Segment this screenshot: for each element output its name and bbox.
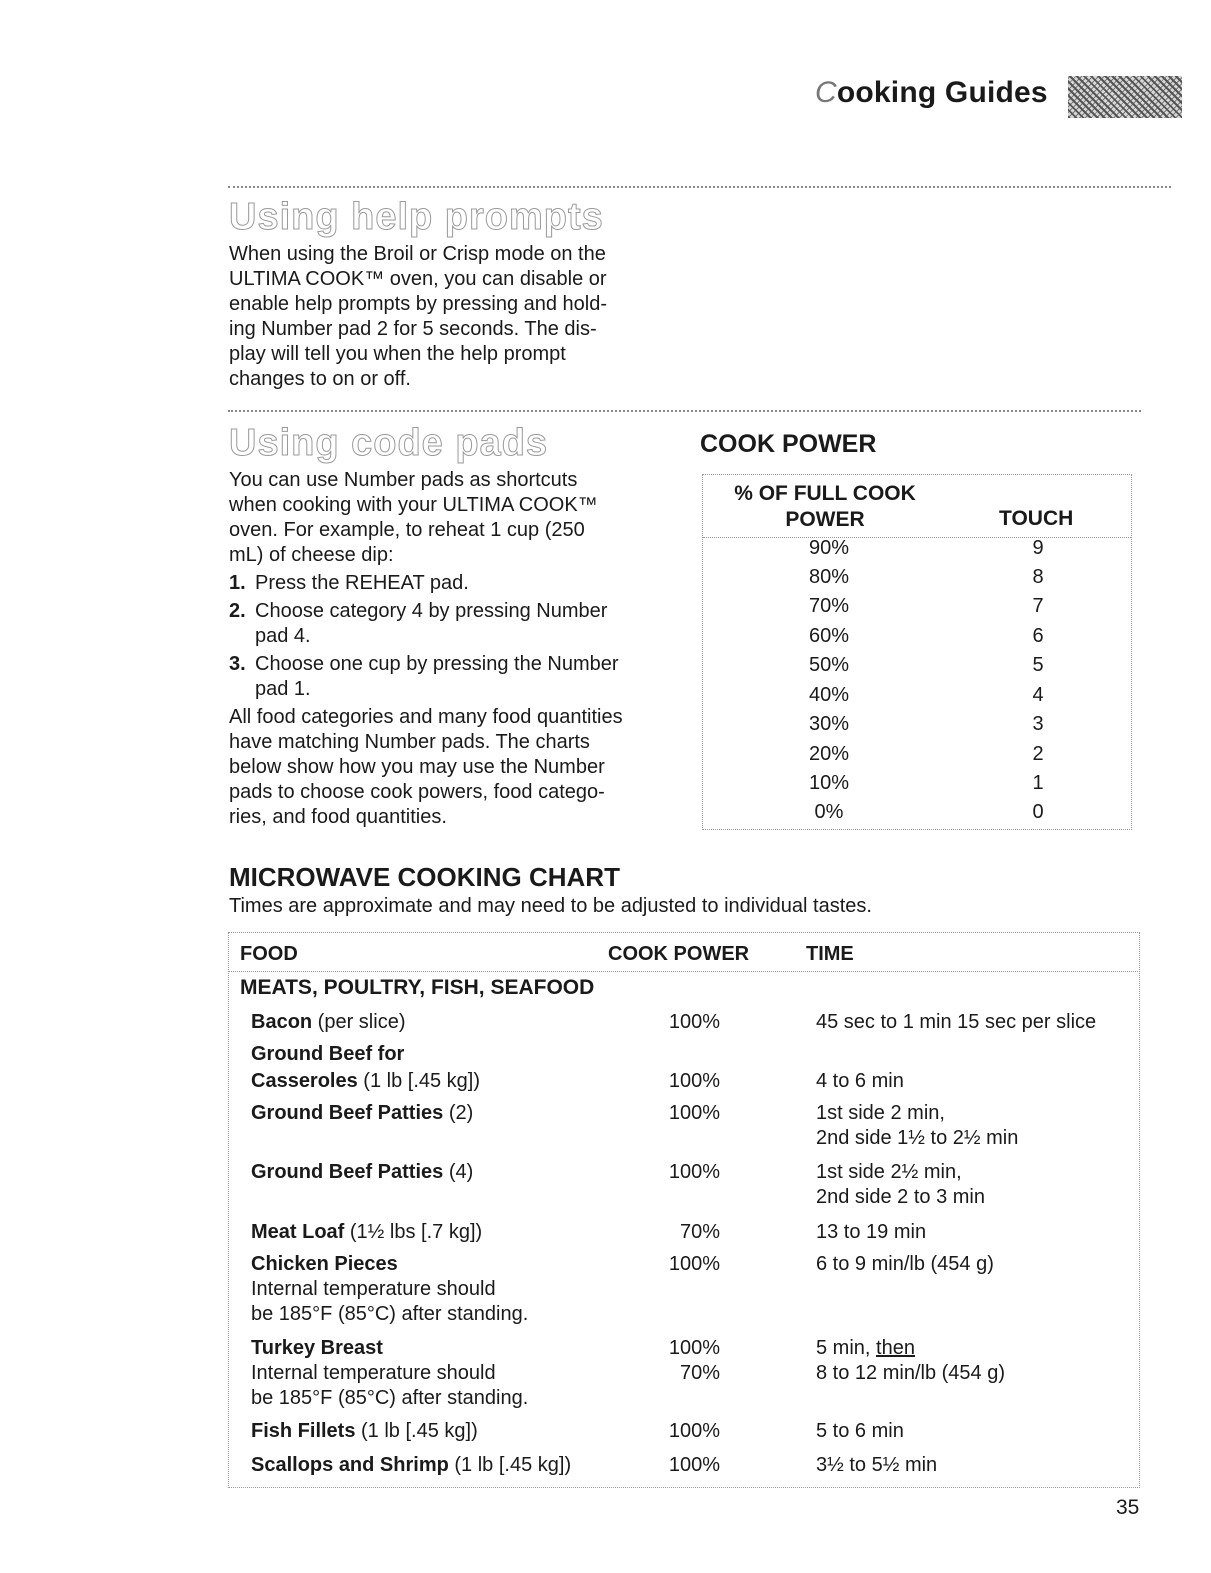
code-pads-line: You can use Number pads as shortcuts [229, 469, 578, 491]
help-line: changes to on or off. [229, 368, 411, 390]
help-prompts-heading: Using help prompts [229, 196, 604, 238]
section-divider [228, 186, 1171, 188]
help-line: When using the Broil or Crisp mode on the [229, 243, 606, 265]
code-pads-line: have matching Number pads. The charts [229, 731, 590, 753]
table-row: 40% 4 [808, 684, 1044, 706]
code-pads-line: ries, and food quantities. [229, 806, 447, 828]
cook-power-column-header: % OF FULL COOK POWER [734, 482, 916, 531]
table-row: 80% 8 [808, 566, 1044, 588]
step-item: 3. Choose one cup by pressing the Number pad 1. [229, 653, 619, 700]
code-pads-line: below show how you may use the Number [229, 756, 605, 778]
microwave-chart-subtitle: Times are approximate and may need to be adjusted to individual tastes. [229, 895, 872, 917]
touch-column-header: TOUCH [999, 507, 1074, 530]
code-pads-heading: Using code pads [229, 422, 549, 464]
microwave-chart-heading: MICROWAVE COOKING CHART [229, 862, 620, 892]
table-row: 20% 2 [808, 743, 1044, 765]
code-pads-line: when cooking with your ULTIMA COOK™ [229, 494, 598, 516]
help-prompts-text [229, 242, 689, 392]
table-row: 30% 3 [808, 713, 1044, 735]
code-pads-line: pads to choose cook powers, food catego- [229, 781, 605, 803]
table-row: 60% 6 [808, 625, 1044, 647]
code-pads-line: All food categories and many food quantities [229, 706, 623, 728]
table-row: 90% 9 [808, 537, 1044, 559]
cook-power-heading: COOK POWER [700, 430, 877, 458]
step-item: 1. Press the REHEAT pad. [229, 572, 469, 594]
time-column-header: TIME [806, 943, 854, 965]
page-header-title [815, 76, 1048, 110]
page-number: 35 [1116, 1496, 1140, 1519]
table-row: 70% 7 [808, 595, 1044, 617]
table-row: 0% 0 [814, 801, 1044, 823]
step-item: 2. Choose category 4 by pressing Number pad 4. [229, 600, 608, 647]
table-row: 10% 1 [808, 772, 1044, 794]
help-line: enable help prompts by pressing and hold- [229, 293, 608, 315]
header-title-text: ooking Guides [836, 76, 1048, 109]
help-line: ULTIMA COOK™ oven, you can disable or [229, 268, 607, 290]
category-label: MEATS, POULTRY, FISH, SEAFOOD [240, 976, 595, 999]
table-row: 50% 5 [808, 654, 1044, 676]
cook-power-column-header: COOK POWER [608, 943, 750, 965]
cook-power-table [702, 474, 1132, 830]
code-pads-text [229, 468, 679, 830]
table-header-rule [228, 971, 1140, 972]
code-pads-line: mL) of cheese dip: [229, 544, 394, 566]
food-column-header: FOOD [240, 943, 298, 965]
help-line: ing Number pad 2 for 5 seconds. The dis- [229, 318, 597, 340]
code-pads-steps [229, 571, 679, 702]
header-pattern-graphic [1068, 76, 1182, 118]
code-pads-line: oven. For example, to reheat 1 cup (250 [229, 519, 585, 541]
header-dropcap: C [815, 76, 837, 109]
section-divider [228, 410, 1141, 412]
help-line: play will tell you when the help prompt [229, 343, 566, 365]
